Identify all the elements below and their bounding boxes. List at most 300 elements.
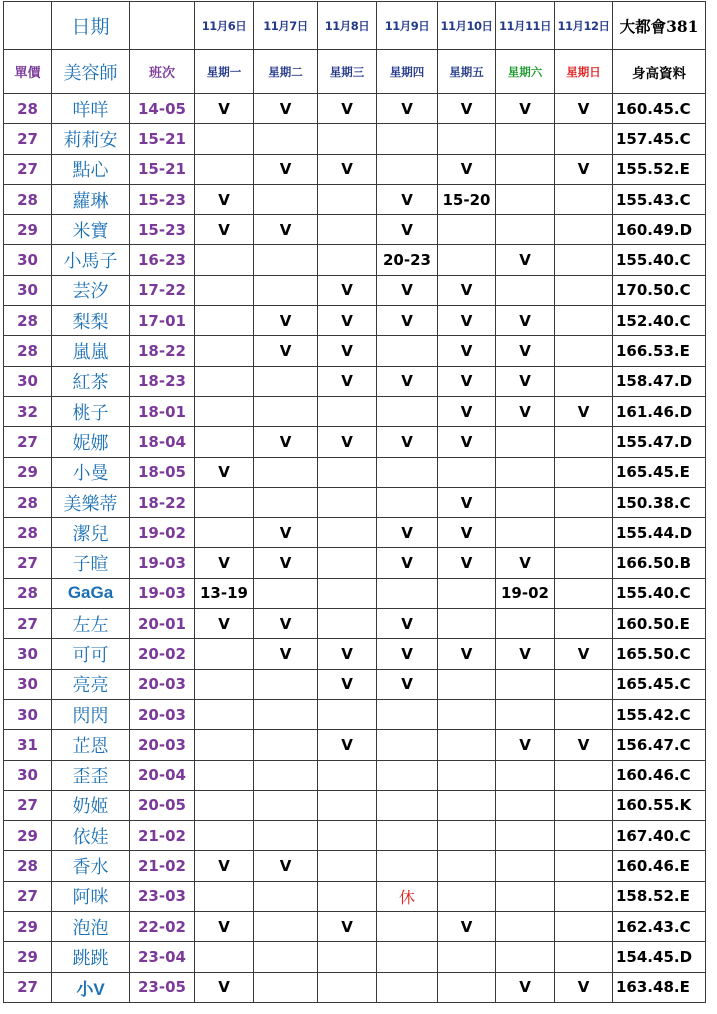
- day-cell: V: [254, 336, 318, 366]
- height-header: 身高資料: [613, 50, 706, 94]
- day-cell: 19-02: [496, 578, 555, 608]
- day-cell: [377, 578, 438, 608]
- date-header: 11月12日: [555, 2, 613, 50]
- table-row: [4, 699, 706, 729]
- table-row: [4, 124, 706, 154]
- day-cell: V: [555, 730, 613, 760]
- table-row: [4, 245, 706, 275]
- day-cell: [555, 548, 613, 578]
- day-cell: [377, 336, 438, 366]
- day-cell: V: [318, 94, 377, 124]
- day-cell: [254, 457, 318, 487]
- day-cell: [496, 669, 555, 699]
- day-cell: [377, 760, 438, 790]
- table-row: [4, 851, 706, 881]
- day-cell: [496, 790, 555, 820]
- table-row: [4, 457, 706, 487]
- day-cell: [555, 518, 613, 548]
- day-cell: V: [318, 639, 377, 669]
- height-info-cell: 158.52.E: [613, 881, 706, 911]
- day-cell: V: [496, 639, 555, 669]
- table-row: [4, 942, 706, 972]
- day-cell: V: [195, 851, 254, 881]
- day-cell: V: [555, 154, 613, 184]
- day-cell: V: [318, 730, 377, 760]
- day-cell: V: [555, 396, 613, 426]
- price-cell: 28: [4, 306, 52, 336]
- date-header: 11月8日: [318, 2, 377, 50]
- shift-cell: 20-02: [130, 639, 195, 669]
- day-cell: V: [254, 548, 318, 578]
- price-cell: 30: [4, 669, 52, 699]
- name-cell: 歪歪: [52, 760, 130, 790]
- day-cell: [555, 760, 613, 790]
- price-cell: 29: [4, 912, 52, 942]
- price-cell: 29: [4, 942, 52, 972]
- height-info-cell: 155.44.D: [613, 518, 706, 548]
- shift-cell: 18-01: [130, 396, 195, 426]
- price-cell: 27: [4, 972, 52, 1002]
- day-cell: 20-23: [377, 245, 438, 275]
- day-cell: [438, 730, 496, 760]
- day-cell: [318, 760, 377, 790]
- day-cell: [254, 912, 318, 942]
- shift-cell: 18-05: [130, 457, 195, 487]
- day-cell: [555, 427, 613, 457]
- day-cell: V: [496, 972, 555, 1002]
- height-info-cell: 154.45.D: [613, 942, 706, 972]
- day-cell: [377, 487, 438, 517]
- shift-cell: 21-02: [130, 851, 195, 881]
- day-cell: [377, 457, 438, 487]
- name-cell: 小曼: [52, 457, 130, 487]
- height-info-cell: 155.47.D: [613, 427, 706, 457]
- day-cell: V: [438, 336, 496, 366]
- day-cell: [438, 669, 496, 699]
- day-cell: [254, 881, 318, 911]
- day-cell: [195, 881, 254, 911]
- name-cell: 閃閃: [52, 699, 130, 729]
- day-cell: V: [496, 730, 555, 760]
- day-cell: 15-20: [438, 184, 496, 214]
- table-row: [4, 94, 706, 124]
- day-cell: V: [555, 94, 613, 124]
- day-cell: [195, 487, 254, 517]
- day-cell: V: [438, 366, 496, 396]
- shift-cell: 23-04: [130, 942, 195, 972]
- name-cell: 小V: [52, 972, 130, 1002]
- price-cell: 31: [4, 730, 52, 760]
- price-cell: 27: [4, 124, 52, 154]
- day-cell: [318, 821, 377, 851]
- day-cell: V: [195, 609, 254, 639]
- day-cell: [555, 184, 613, 214]
- weekday-header: 星期二: [254, 50, 318, 94]
- height-info-cell: 165.45.E: [613, 457, 706, 487]
- table-row: [4, 760, 706, 790]
- height-info-cell: 161.46.D: [613, 396, 706, 426]
- name-cell: 跳跳: [52, 942, 130, 972]
- day-cell: V: [438, 487, 496, 517]
- table-row: [4, 972, 706, 1002]
- day-cell: V: [254, 94, 318, 124]
- name-cell: 芸汐: [52, 275, 130, 305]
- day-cell: [254, 366, 318, 396]
- day-cell: V: [496, 366, 555, 396]
- day-cell: V: [318, 154, 377, 184]
- price-cell: 30: [4, 639, 52, 669]
- header-row-dates: [4, 2, 706, 50]
- day-cell: V: [254, 215, 318, 245]
- price-cell: 28: [4, 184, 52, 214]
- shift-cell: 19-03: [130, 578, 195, 608]
- day-cell: V: [438, 518, 496, 548]
- shift-cell: 23-05: [130, 972, 195, 1002]
- height-info-cell: 158.47.D: [613, 366, 706, 396]
- day-cell: V: [318, 275, 377, 305]
- day-cell: [318, 942, 377, 972]
- day-cell: [195, 124, 254, 154]
- shift-cell: 15-21: [130, 154, 195, 184]
- table-row: [4, 336, 706, 366]
- day-cell: [318, 184, 377, 214]
- day-cell: [377, 821, 438, 851]
- day-cell: V: [318, 336, 377, 366]
- day-cell: V: [377, 518, 438, 548]
- day-cell: [195, 942, 254, 972]
- day-cell: [496, 427, 555, 457]
- day-cell: [195, 366, 254, 396]
- day-cell: V: [254, 639, 318, 669]
- day-cell: V: [377, 215, 438, 245]
- price-cell: 30: [4, 366, 52, 396]
- shift-cell: 20-04: [130, 760, 195, 790]
- weekday-header: 星期五: [438, 50, 496, 94]
- name-cell: 美樂蒂: [52, 487, 130, 517]
- day-cell: V: [438, 639, 496, 669]
- name-cell: 阿咪: [52, 881, 130, 911]
- day-cell: V: [377, 609, 438, 639]
- day-cell: [377, 790, 438, 820]
- day-cell: [195, 760, 254, 790]
- day-cell: 13-19: [195, 578, 254, 608]
- price-cell: 27: [4, 548, 52, 578]
- day-cell: [318, 548, 377, 578]
- day-cell: [195, 336, 254, 366]
- rest-day-cell: 休: [377, 881, 438, 911]
- height-info-cell: 160.46.E: [613, 851, 706, 881]
- price-cell: 28: [4, 578, 52, 608]
- price-cell: 27: [4, 427, 52, 457]
- day-cell: V: [377, 275, 438, 305]
- day-cell: [254, 487, 318, 517]
- day-cell: [438, 790, 496, 820]
- day-cell: [555, 336, 613, 366]
- shift-cell: 15-21: [130, 124, 195, 154]
- shift-cell: 19-03: [130, 548, 195, 578]
- shift-cell: 18-22: [130, 487, 195, 517]
- name-cell: 咩咩: [52, 94, 130, 124]
- day-cell: [555, 245, 613, 275]
- day-cell: [377, 154, 438, 184]
- height-info-cell: 150.38.C: [613, 487, 706, 517]
- day-cell: [496, 760, 555, 790]
- day-cell: [555, 669, 613, 699]
- price-cell: 30: [4, 699, 52, 729]
- name-cell: 依娃: [52, 821, 130, 851]
- day-cell: V: [318, 366, 377, 396]
- day-cell: V: [438, 912, 496, 942]
- day-cell: [318, 124, 377, 154]
- day-cell: [318, 851, 377, 881]
- day-cell: [318, 790, 377, 820]
- day-cell: V: [377, 548, 438, 578]
- weekday-header: 星期一: [195, 50, 254, 94]
- height-info-cell: 167.40.C: [613, 821, 706, 851]
- height-info-cell: 155.52.E: [613, 154, 706, 184]
- day-cell: [254, 669, 318, 699]
- day-cell: [555, 578, 613, 608]
- day-cell: V: [438, 154, 496, 184]
- shift-cell: 20-03: [130, 730, 195, 760]
- table-row: [4, 215, 706, 245]
- day-cell: [195, 730, 254, 760]
- day-cell: V: [438, 94, 496, 124]
- shift-cell: 22-02: [130, 912, 195, 942]
- day-cell: V: [318, 427, 377, 457]
- day-cell: [555, 215, 613, 245]
- height-info-cell: 165.45.C: [613, 669, 706, 699]
- day-cell: V: [377, 94, 438, 124]
- day-cell: V: [496, 94, 555, 124]
- schedule-table: [3, 1, 706, 1003]
- height-info-cell: 155.40.C: [613, 578, 706, 608]
- name-cell: 潔兒: [52, 518, 130, 548]
- table-row: [4, 669, 706, 699]
- price-header: 單價: [4, 50, 52, 94]
- price-cell: 28: [4, 336, 52, 366]
- name-cell: 可可: [52, 639, 130, 669]
- table-row: [4, 821, 706, 851]
- table-row: [4, 154, 706, 184]
- name-cell: 芷恩: [52, 730, 130, 760]
- name-cell: GaGa: [52, 578, 130, 608]
- day-cell: V: [195, 215, 254, 245]
- day-cell: [496, 275, 555, 305]
- table-row: [4, 487, 706, 517]
- day-cell: [438, 821, 496, 851]
- name-cell: 桃子: [52, 396, 130, 426]
- day-cell: [496, 487, 555, 517]
- date-header: 11月6日: [195, 2, 254, 50]
- day-cell: [555, 851, 613, 881]
- store-name: 大都會381: [613, 2, 706, 50]
- day-cell: [438, 851, 496, 881]
- name-cell: 梨梨: [52, 306, 130, 336]
- header-blank-cell: [4, 2, 52, 50]
- table-row: [4, 730, 706, 760]
- day-cell: [195, 396, 254, 426]
- day-cell: [254, 760, 318, 790]
- day-cell: [254, 942, 318, 972]
- height-info-cell: 157.45.C: [613, 124, 706, 154]
- shift-cell: 19-02: [130, 518, 195, 548]
- weekday-header-saturday: 星期六: [496, 50, 555, 94]
- day-cell: [254, 972, 318, 1002]
- day-cell: [195, 245, 254, 275]
- day-cell: V: [318, 669, 377, 699]
- day-cell: [555, 942, 613, 972]
- day-cell: [254, 184, 318, 214]
- table-row: [4, 396, 706, 426]
- day-cell: [195, 427, 254, 457]
- day-cell: [195, 275, 254, 305]
- name-cell: 紅茶: [52, 366, 130, 396]
- day-cell: [195, 306, 254, 336]
- height-info-cell: 152.40.C: [613, 306, 706, 336]
- day-cell: [318, 578, 377, 608]
- name-cell: 子暄: [52, 548, 130, 578]
- day-cell: [438, 942, 496, 972]
- height-info-cell: 162.43.C: [613, 912, 706, 942]
- day-cell: [438, 699, 496, 729]
- shift-cell: 20-03: [130, 699, 195, 729]
- day-cell: [496, 942, 555, 972]
- day-cell: V: [496, 336, 555, 366]
- height-info-cell: 160.45.C: [613, 94, 706, 124]
- day-cell: [195, 154, 254, 184]
- day-cell: V: [438, 275, 496, 305]
- day-cell: [195, 518, 254, 548]
- height-info-cell: 170.50.C: [613, 275, 706, 305]
- day-cell: [496, 821, 555, 851]
- name-cell: 小馬子: [52, 245, 130, 275]
- day-cell: [318, 245, 377, 275]
- name-cell: 奶姬: [52, 790, 130, 820]
- name-cell: 妮娜: [52, 427, 130, 457]
- day-cell: [555, 487, 613, 517]
- day-cell: V: [496, 396, 555, 426]
- date-header: 11月9日: [377, 2, 438, 50]
- day-cell: V: [195, 912, 254, 942]
- day-cell: [254, 396, 318, 426]
- table-row: [4, 609, 706, 639]
- day-cell: [496, 215, 555, 245]
- shift-cell: 15-23: [130, 184, 195, 214]
- shift-cell: 20-01: [130, 609, 195, 639]
- day-cell: [195, 821, 254, 851]
- day-cell: [195, 639, 254, 669]
- height-info-cell: 160.49.D: [613, 215, 706, 245]
- day-cell: V: [195, 972, 254, 1002]
- price-cell: 29: [4, 457, 52, 487]
- height-info-cell: 160.55.K: [613, 790, 706, 820]
- day-cell: V: [438, 306, 496, 336]
- table-row: [4, 548, 706, 578]
- shift-header: 班次: [130, 50, 195, 94]
- name-cell: 香水: [52, 851, 130, 881]
- price-cell: 30: [4, 760, 52, 790]
- day-cell: [377, 942, 438, 972]
- price-cell: 28: [4, 94, 52, 124]
- day-cell: V: [438, 427, 496, 457]
- day-cell: [496, 124, 555, 154]
- day-cell: V: [254, 518, 318, 548]
- price-cell: 30: [4, 275, 52, 305]
- weekday-header: 星期四: [377, 50, 438, 94]
- shift-cell: 23-03: [130, 881, 195, 911]
- shift-cell: 17-22: [130, 275, 195, 305]
- day-cell: V: [377, 427, 438, 457]
- table-row: [4, 275, 706, 305]
- name-cell: 泡泡: [52, 912, 130, 942]
- name-cell: 嵐嵐: [52, 336, 130, 366]
- day-cell: V: [438, 396, 496, 426]
- day-cell: [195, 790, 254, 820]
- day-cell: [496, 518, 555, 548]
- shift-cell: 21-02: [130, 821, 195, 851]
- day-cell: [377, 972, 438, 1002]
- day-cell: [555, 881, 613, 911]
- day-cell: [555, 366, 613, 396]
- day-cell: [195, 699, 254, 729]
- day-cell: [555, 609, 613, 639]
- height-info-cell: 166.50.B: [613, 548, 706, 578]
- day-cell: V: [438, 548, 496, 578]
- day-cell: [377, 699, 438, 729]
- day-cell: [438, 245, 496, 275]
- day-cell: [555, 699, 613, 729]
- name-cell: 蘿琳: [52, 184, 130, 214]
- day-cell: [318, 699, 377, 729]
- height-info-cell: 163.48.E: [613, 972, 706, 1002]
- day-cell: [195, 669, 254, 699]
- day-cell: V: [254, 306, 318, 336]
- name-cell: 米寶: [52, 215, 130, 245]
- day-cell: [496, 881, 555, 911]
- day-cell: [377, 124, 438, 154]
- day-cell: V: [377, 669, 438, 699]
- day-cell: V: [254, 609, 318, 639]
- day-cell: [496, 184, 555, 214]
- day-cell: [318, 396, 377, 426]
- day-cell: V: [195, 184, 254, 214]
- shift-cell: 15-23: [130, 215, 195, 245]
- day-cell: [438, 124, 496, 154]
- shift-cell: 20-05: [130, 790, 195, 820]
- price-cell: 32: [4, 396, 52, 426]
- price-cell: 30: [4, 245, 52, 275]
- day-cell: [254, 124, 318, 154]
- name-cell: 點心: [52, 154, 130, 184]
- day-cell: V: [496, 306, 555, 336]
- day-cell: V: [377, 306, 438, 336]
- table-row: [4, 518, 706, 548]
- name-cell: 左左: [52, 609, 130, 639]
- day-cell: [438, 578, 496, 608]
- name-cell: 莉莉安: [52, 124, 130, 154]
- day-cell: [318, 972, 377, 1002]
- day-cell: [254, 578, 318, 608]
- day-cell: [377, 730, 438, 760]
- date-header: 11月10日: [438, 2, 496, 50]
- day-cell: [496, 699, 555, 729]
- day-cell: [555, 821, 613, 851]
- day-cell: [254, 275, 318, 305]
- day-cell: [254, 699, 318, 729]
- date-header: 11月7日: [254, 2, 318, 50]
- day-cell: [496, 609, 555, 639]
